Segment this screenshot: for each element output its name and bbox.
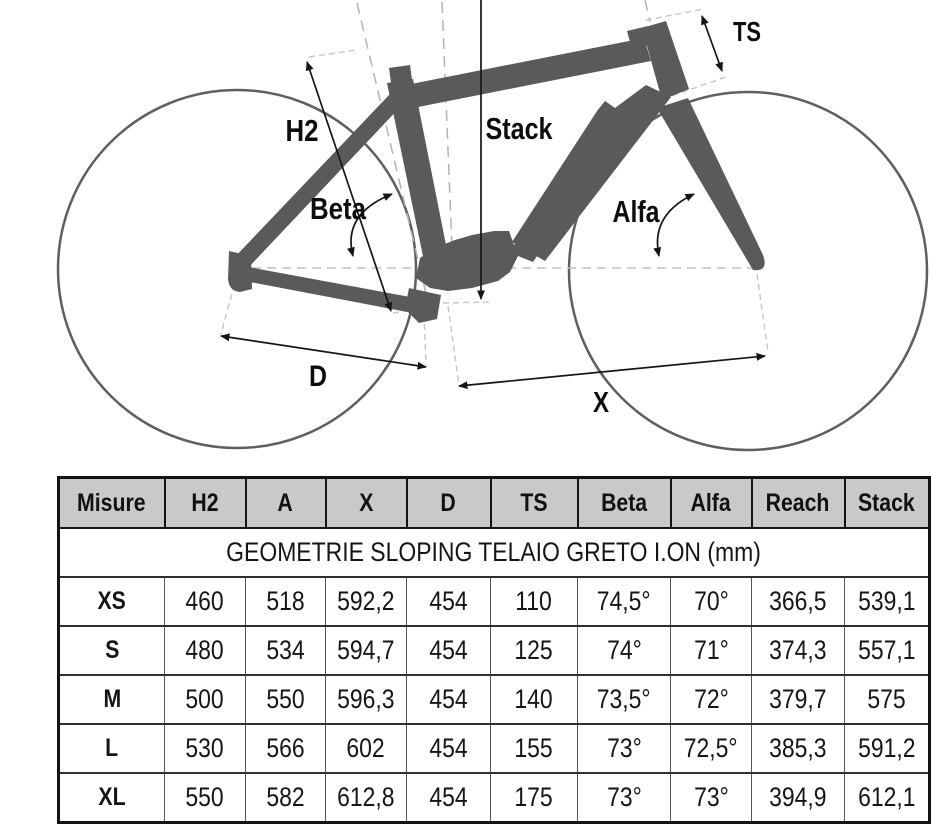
value-cell: [578, 626, 671, 675]
cell-text: 602: [346, 733, 386, 763]
column-header-text: Reach: [766, 488, 830, 517]
d-label: D: [309, 360, 327, 393]
value-cell: [752, 577, 845, 626]
value-cell: [845, 577, 930, 626]
size-cell: [59, 675, 165, 724]
column-header: [752, 478, 845, 529]
bb-vertical-guide: [442, 2, 452, 248]
cell-text: 73°: [693, 782, 729, 812]
cell-text: L: [105, 734, 119, 762]
fork: [657, 98, 765, 270]
table-title-row: [59, 528, 930, 577]
value-cell: [491, 773, 578, 823]
cell-text: 480: [185, 635, 225, 665]
value-cell: [491, 577, 578, 626]
value-cell: [326, 577, 407, 626]
h2-top-tick: [309, 50, 356, 57]
cell-text: 500: [185, 684, 225, 714]
size-cell: [59, 577, 165, 626]
column-header-text: TS: [520, 488, 548, 517]
cell-text: 575: [867, 684, 906, 714]
cell-text: XS: [97, 587, 127, 615]
cell-text: 74°: [606, 635, 642, 665]
cell-text: 394,9: [769, 782, 827, 812]
column-header: [407, 478, 491, 529]
value-cell: [407, 626, 491, 675]
table-row: [59, 675, 930, 724]
cell-text: 594,7: [337, 635, 395, 665]
cell-text: 557,1: [857, 635, 916, 665]
column-header: [59, 478, 165, 529]
value-cell: [845, 724, 930, 773]
value-cell: [165, 724, 246, 773]
cell-text: 74,5°: [597, 586, 651, 616]
value-cell: [165, 675, 246, 724]
cell-text: 612,1: [857, 782, 916, 812]
value-cell: [845, 675, 930, 724]
x-label: X: [593, 387, 610, 419]
cell-text: 550: [266, 684, 305, 714]
value-cell: [165, 577, 246, 626]
value-cell: [407, 577, 491, 626]
column-header: [578, 478, 671, 529]
value-cell: [165, 773, 246, 823]
cell-text: 70°: [693, 586, 729, 616]
alfa-angle-arc: [657, 194, 694, 256]
value-cell: [165, 626, 246, 675]
cell-text: 385,3: [769, 733, 827, 763]
cell-text: 454: [429, 733, 468, 763]
value-cell: [407, 675, 491, 724]
table-row: [59, 626, 930, 675]
table-row: [59, 773, 930, 823]
value-cell: [246, 577, 326, 626]
cell-text: 612,8: [337, 782, 395, 812]
cell-text: 592,2: [337, 586, 395, 616]
value-cell: [671, 577, 752, 626]
top-tube: [396, 38, 651, 110]
column-header-text: H2: [191, 488, 219, 517]
x-dimension-arrow: [459, 356, 765, 386]
column-header: [326, 478, 407, 529]
cell-text: 550: [185, 782, 225, 812]
ts-label: TS: [733, 16, 761, 47]
cell-text: 591,2: [857, 733, 916, 763]
cell-text: 366,5: [769, 586, 827, 616]
cell-text: 518: [266, 586, 305, 616]
value-cell: [671, 773, 752, 823]
cell-text: 110: [515, 586, 553, 616]
column-header: [671, 478, 752, 529]
cell-text: 175: [514, 782, 554, 812]
value-cell: [578, 773, 671, 823]
cell-text: 125: [514, 635, 554, 665]
cell-text: 454: [429, 586, 468, 616]
value-cell: [407, 773, 491, 823]
cell-text: 155: [514, 733, 554, 763]
size-cell: [59, 626, 165, 675]
value-cell: [326, 724, 407, 773]
cell-text: 73°: [606, 733, 642, 763]
cell-text: M: [103, 685, 121, 713]
value-cell: [578, 675, 671, 724]
cell-text: 596,3: [337, 684, 395, 714]
column-header-text: Misure: [77, 488, 147, 517]
column-header-text: D: [440, 488, 457, 517]
value-cell: [246, 626, 326, 675]
table-title: [59, 528, 930, 577]
ts-top-tick: [646, 9, 704, 20]
value-cell: [752, 773, 845, 823]
column-header-text: Stack: [858, 488, 916, 517]
column-header-text: Beta: [600, 488, 648, 517]
table-body: [59, 528, 930, 823]
table-row: [59, 724, 930, 773]
cell-text: S: [104, 636, 120, 664]
value-cell: [246, 724, 326, 773]
size-cell: [59, 724, 165, 773]
value-cell: [752, 626, 845, 675]
stack-label: Stack: [485, 111, 554, 146]
table-title-text: GEOMETRIE SLOPING TELAIO GRETO I.ON (mm): [226, 537, 762, 567]
bb-to-x-guide: [448, 306, 459, 385]
value-cell: [407, 724, 491, 773]
value-cell: [845, 773, 930, 823]
cell-text: 534: [266, 635, 305, 665]
h2-label: H2: [285, 113, 319, 148]
geometry-table-container: [57, 476, 931, 824]
cell-text: 73,5°: [597, 684, 651, 714]
beta-label: Beta: [310, 191, 367, 226]
column-header: [845, 478, 930, 529]
cell-text: 73°: [606, 782, 642, 812]
chain-stay-tube: [232, 264, 421, 314]
value-cell: [578, 577, 671, 626]
value-cell: [326, 773, 407, 823]
value-cell: [491, 626, 578, 675]
geometry-table: [57, 476, 931, 824]
column-header: [491, 478, 578, 529]
column-header-text: X: [358, 488, 374, 517]
value-cell: [491, 724, 578, 773]
cell-text: 460: [185, 586, 225, 616]
cell-text: 379,7: [769, 684, 827, 714]
value-cell: [578, 724, 671, 773]
value-cell: [326, 675, 407, 724]
cell-text: 140: [514, 684, 554, 714]
value-cell: [246, 773, 326, 823]
column-header-text: A: [277, 488, 294, 517]
cell-text: 566: [266, 733, 305, 763]
cell-text: 374,3: [769, 635, 827, 665]
ts-dimension-arrow: [702, 16, 722, 71]
value-cell: [491, 675, 578, 724]
value-cell: [845, 626, 930, 675]
value-cell: [671, 724, 752, 773]
cell-text: XL: [98, 783, 126, 811]
cell-text: 72°: [693, 684, 729, 714]
value-cell: [752, 675, 845, 724]
value-cell: [671, 626, 752, 675]
bb-horizontal-tick: [443, 302, 492, 303]
cell-text: 454: [429, 684, 468, 714]
value-cell: [671, 675, 752, 724]
cell-text: 530: [185, 733, 225, 763]
cell-text: 454: [429, 782, 468, 812]
alfa-label: Alfa: [612, 194, 661, 229]
column-header-text: Alfa: [690, 488, 732, 517]
cell-text: 582: [266, 782, 305, 812]
value-cell: [246, 675, 326, 724]
column-header: [246, 478, 326, 529]
table-row: [59, 577, 930, 626]
size-cell: [59, 773, 165, 823]
cell-text: 71°: [693, 635, 729, 665]
table-header-row: [59, 478, 930, 529]
column-header: [165, 478, 246, 529]
cell-text: 539,1: [857, 586, 916, 616]
cell-text: 72,5°: [684, 733, 738, 763]
front-axle-to-x-guide: [757, 274, 768, 352]
value-cell: [326, 626, 407, 675]
cell-text: 454: [429, 635, 468, 665]
value-cell: [752, 724, 845, 773]
